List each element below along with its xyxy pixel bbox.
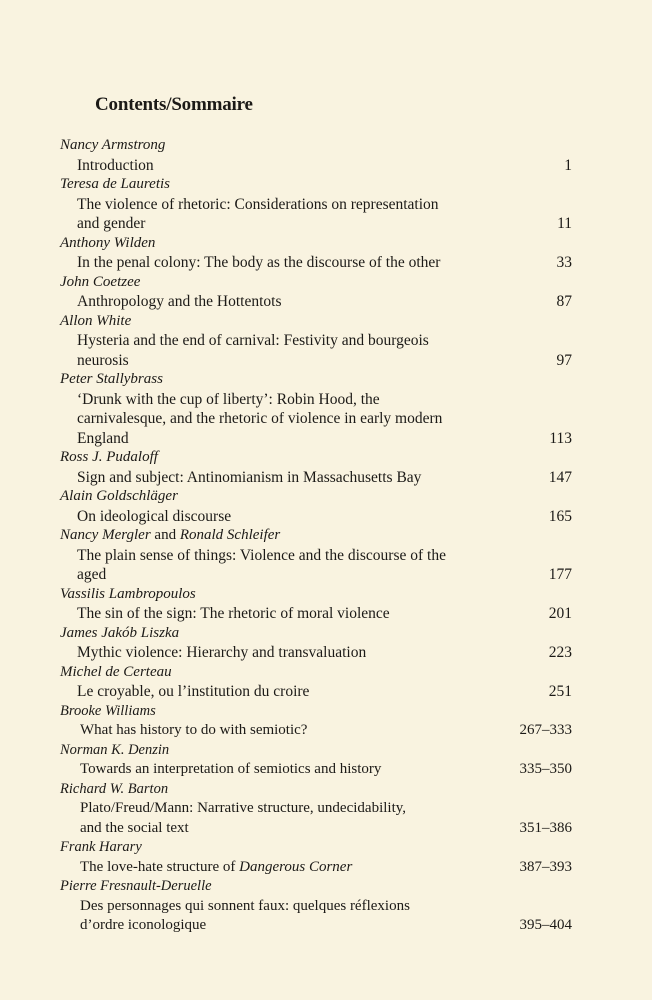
toc-title — [60, 858, 512, 878]
toc-author — [60, 702, 572, 722]
page-number: 165 — [548, 507, 572, 525]
toc-title-line: The plain sense of things: Violence and the discourse of the — [77, 546, 446, 564]
toc-entry — [60, 526, 572, 585]
toc-entry — [60, 175, 572, 234]
page-number: 351–386 — [519, 819, 572, 836]
toc-author — [60, 273, 572, 293]
toc-entry — [60, 448, 572, 487]
toc-title-line: Hysteria and the end of carnival: Festivity and bourgeois — [77, 332, 429, 349]
author-name: Michel de Certeau — [60, 663, 172, 680]
toc-title-line: What has history to do with semiotic? — [80, 722, 308, 738]
page-number: 387–393 — [519, 858, 572, 875]
toc-title-line: ‘Drunk with the cup of liberty’: Robin Hood, the — [77, 390, 380, 408]
page-number: 97 — [556, 351, 572, 369]
page-number: 177 — [548, 566, 572, 583]
toc-author — [60, 234, 572, 254]
author-name: Allon White — [60, 312, 132, 329]
toc-author — [60, 526, 572, 546]
page-number: 147 — [548, 468, 572, 486]
page-number: 33 — [556, 254, 572, 271]
toc-author — [60, 448, 572, 468]
toc-entry — [60, 741, 572, 780]
toc-title-line: The violence of rhetoric: Considerations on representation — [77, 195, 439, 213]
toc-author — [60, 136, 572, 156]
author-name: Frank Harary — [60, 839, 142, 855]
toc-title-line: Sign and subject: Antinomianism in Massachusetts Bay — [77, 468, 422, 486]
page-number: 87 — [556, 293, 572, 310]
page-number: 1 — [564, 156, 572, 174]
toc-author — [60, 741, 572, 761]
page-number: 11 — [557, 215, 572, 232]
author-name: James Jakób Liszka — [60, 624, 180, 641]
toc-author — [60, 370, 572, 390]
toc-entry — [60, 234, 572, 273]
toc-author — [60, 877, 572, 897]
author-joiner: and — [150, 527, 180, 543]
toc-author — [60, 585, 572, 605]
page-number: 267–333 — [519, 722, 572, 738]
table-of-contents — [60, 136, 572, 936]
toc-title-line: In the penal colony: The body as the discourse of the other — [77, 254, 441, 271]
toc-title-line: Des personnages qui sonnent faux: quelques réflexions — [80, 897, 410, 914]
author-name: Anthony Wilden — [60, 234, 156, 251]
author-name: Vassilis Lambropoulos — [60, 585, 196, 602]
contents-heading: Contents/Sommaire — [95, 94, 253, 115]
author-name: Nancy Armstrong — [60, 137, 166, 153]
toc-entry — [60, 273, 572, 312]
toc-entry — [60, 370, 572, 448]
author-name: Richard W. Barton — [60, 780, 169, 797]
author-name: Teresa de Lauretis — [60, 176, 171, 192]
toc-entry — [60, 487, 572, 526]
author-name: Ronald Schleifer — [179, 527, 281, 543]
toc-author — [60, 312, 572, 332]
toc-title-line: Introduction — [77, 156, 154, 174]
author-name: Nancy Mergler — [60, 527, 151, 543]
toc-title-line: and gender — [77, 215, 146, 232]
toc-title-line: carnivalesque, and the rhetoric of violence in early modern — [77, 410, 443, 427]
toc-title-line: Anthropology and the Hottentots — [77, 293, 282, 310]
toc-author — [60, 663, 572, 683]
author-name: John Coetzee — [60, 273, 141, 290]
toc-title-line: d’ordre iconologique — [80, 917, 207, 933]
toc-entry — [60, 702, 572, 741]
author-name: Pierre Fresnault-Deruelle — [60, 878, 212, 894]
title-text: The love-hate structure of — [80, 858, 240, 875]
toc-author — [60, 624, 572, 644]
title-italic-text: Dangerous Corner — [239, 858, 353, 875]
author-name: Brooke Williams — [60, 702, 156, 719]
toc-entry — [60, 780, 572, 839]
page-number: 395–404 — [519, 917, 572, 933]
author-name: Alain Goldschläger — [60, 488, 178, 504]
page-number: 223 — [548, 644, 572, 661]
toc-title-line: aged — [77, 566, 107, 583]
toc-entry — [60, 624, 572, 663]
toc-title-line: The sin of the sign: The rhetoric of moral violence — [77, 605, 390, 622]
toc-title-line: Towards an interpretation of semiotics and history — [80, 761, 382, 777]
author-name: Ross J. Pudaloff — [60, 449, 158, 465]
page-number: 201 — [548, 605, 572, 622]
toc-entry — [60, 136, 572, 175]
toc-entry — [60, 585, 572, 624]
toc-author — [60, 780, 572, 800]
page-number: 251 — [548, 683, 572, 700]
page-number: 335–350 — [519, 761, 572, 777]
toc-title-line: Le croyable, ou l’institution du croire — [77, 683, 310, 700]
toc-title-line: Mythic violence: Hierarchy and transvaluation — [77, 644, 367, 661]
toc-title-line: On ideological discourse — [77, 507, 232, 525]
toc-title-line: and the social text — [80, 819, 189, 836]
author-name: Norman K. Denzin — [60, 741, 170, 758]
toc-entry — [60, 877, 572, 936]
toc-entry — [60, 312, 572, 371]
toc-title-line: Plato/Freud/Mann: Narrative structure, undecidability, — [80, 800, 407, 816]
toc-entry — [60, 838, 572, 877]
toc-author — [60, 175, 572, 195]
toc-author — [60, 838, 572, 858]
toc-title-line: England — [77, 429, 129, 447]
toc-entry — [60, 663, 572, 702]
toc-title-line: neurosis — [77, 351, 129, 369]
page-number: 113 — [549, 429, 572, 447]
author-name: Peter Stallybrass — [60, 371, 163, 387]
toc-author — [60, 487, 572, 507]
